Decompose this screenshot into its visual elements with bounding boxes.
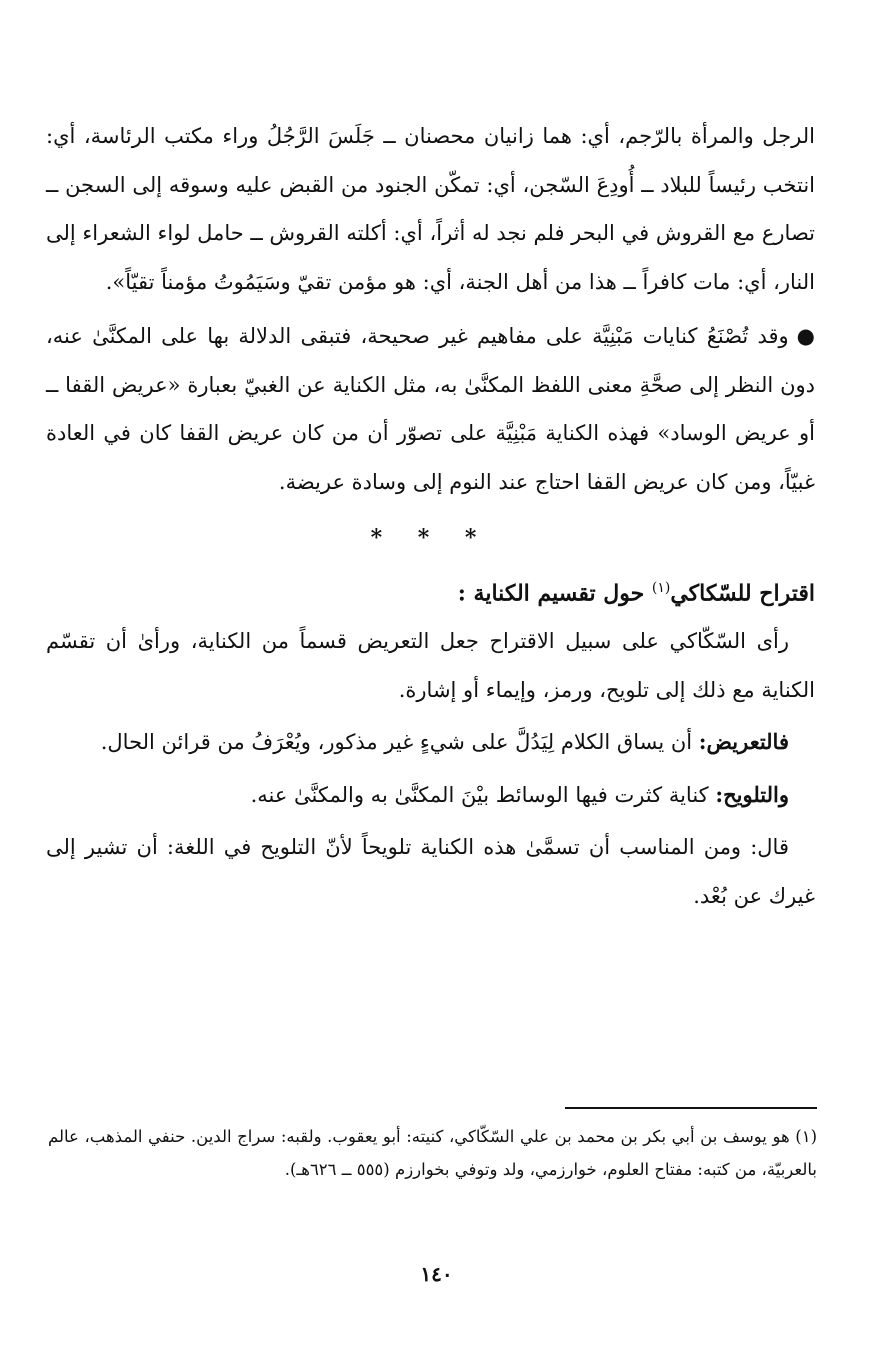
heading-text-start: اقتراح للسّكاكي (670, 580, 815, 607)
paragraph-bullet-text: وقد تُصْنَعُ كنايات مَبْنِيَّة على مفاهيم غير صحيحة، فتبقى الدلالة بها على المكنَّىٰ عنه، دون النظر إلى صحَّةِ معنى اللفظ المكنَّىٰ به، مثل الكناية عن الغبيّ بعبارة «عريض القفا ــ أو عريض الوساد» فهذه الكناية مَبْنِيَّة على تصوّر أن من كان عريض القفا كان في العادة غبيّاً، ومن كان عريض القفا احتاج عند النوم إلى وسادة عريضة. (46, 324, 815, 494)
footnote (48, 1120, 817, 1186)
footnote-marker: (١) (795, 1127, 817, 1146)
main-text (46, 112, 815, 920)
paragraph-bullet (46, 312, 815, 506)
footnote-reference: (١) (651, 580, 671, 596)
section-heading (46, 564, 815, 617)
term-tarid: فالتعريض: (698, 729, 789, 755)
footnote-text: هو يوسف بن أبي بكر بن محمد بن علي السّكّاكي، كنيته: أبو يعقوب. ولقبه: سراج الدين. حنفي المذهب، عالم بالعربيّة، من كتبه: مفتاح العلوم، خوارزمي، ولد وتوفي بخوارزم (٥٥٥ ــ ٦٢٦هـ). (48, 1127, 817, 1179)
paragraph-quote: قال: ومن المناسب أن تسمَّىٰ هذه الكناية تلويحاً لأنّ التلويح في اللغة: أن تشير إلى غيرك عن بُعْد. (46, 835, 815, 908)
definition-tarid: أن يساق الكلام لِيَدُلَّ على شيءٍ غير مذكور، ويُعْرَفُ من قرائن الحال. (100, 730, 699, 755)
heading-text-end: حول تقسيم الكناية : (457, 580, 652, 607)
bullet-icon: ● (796, 324, 815, 348)
page-number: ١٤٠ (420, 1262, 453, 1286)
paragraph-tarid (46, 718, 815, 767)
term-talwih: والتلويح: (715, 781, 789, 807)
definition-talwih: كناية كثرت فيها الوسائط بيْنَ المكنَّىٰ به والمكنَّىٰ عنه. (250, 782, 716, 807)
paragraph-examples: الرجل والمرأة بالرّجم، أي: هما زانيان محصنان ــ جَلَسَ الرَّجُلُ وراء مكتب الرئاسة، أي: انتخب رئيساً للبلاد ــ أُودِعَ السّجن، أي: تمكّن الجنود من القبض عليه وسوقه إلى السجن ــ تصارع مع القروش في البحر فلم نجد له أثراً، أي: أكلته القروش ــ حامل لواء الشعراء إلى النار، أي: مات كافراً ــ هذا من أهل الجنة، أي: هو مؤمن تقيّ وسَيَمُوتُ مؤمناً تقيّاً». (46, 124, 815, 294)
section-separator: * * * (370, 525, 491, 551)
paragraph-proposal: رأى السّكّاكي على سبيل الاقتراح جعل التعريض قسماً من الكناية، ورأىٰ أن تقسّم الكناية مع ذلك إلى تلويح، ورمز، وإيماء أو إشارة. (46, 629, 815, 702)
paragraph-talwih (46, 771, 815, 820)
footnote-divider (565, 1107, 817, 1109)
